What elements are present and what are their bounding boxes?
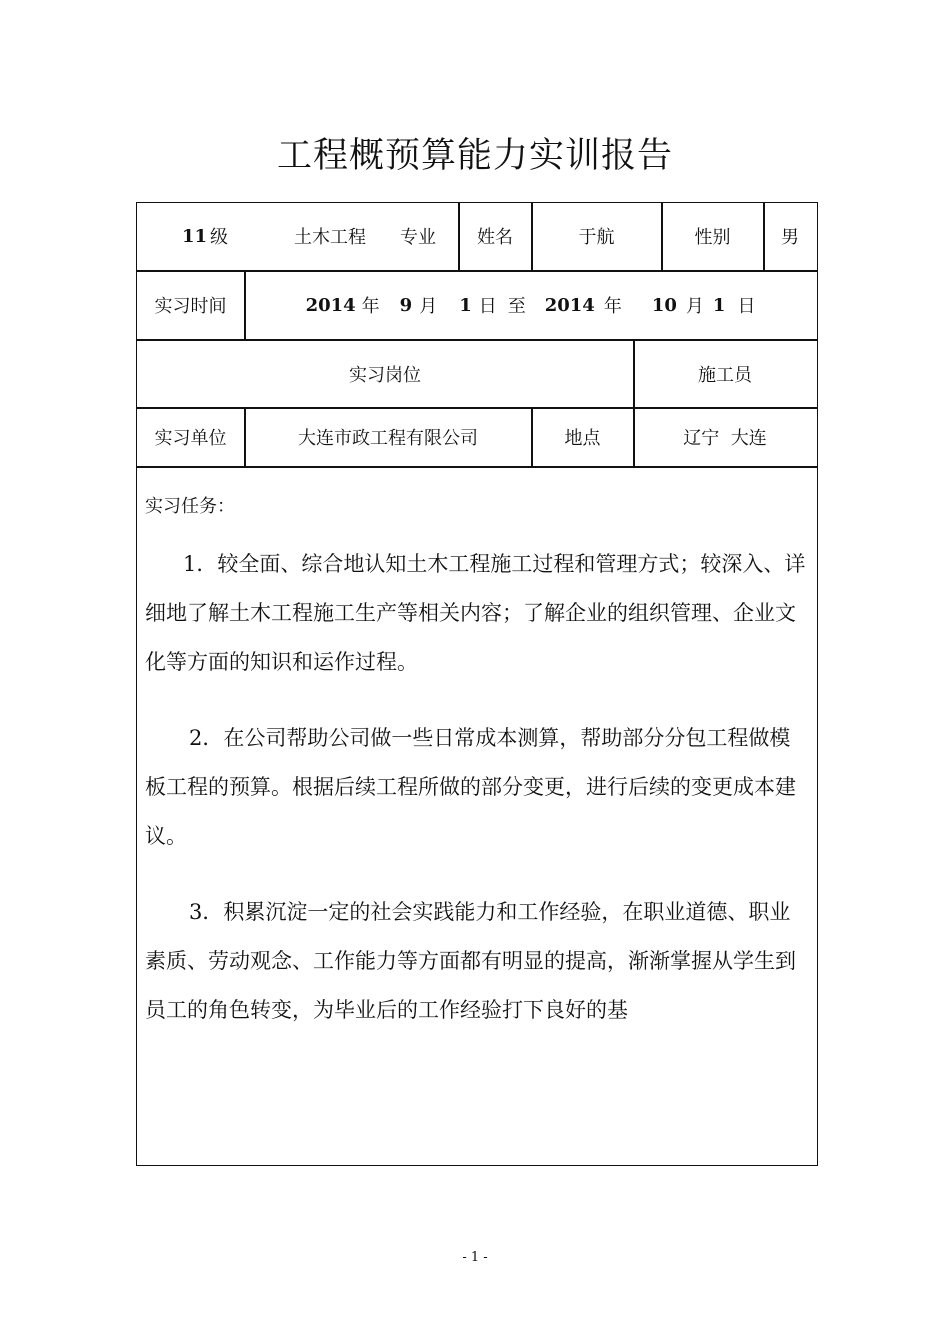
grade-unit: 级 xyxy=(210,227,229,248)
month-char: 月 xyxy=(419,296,438,317)
start-year: 2014 xyxy=(305,294,356,316)
day-char: 日 xyxy=(737,296,756,317)
gender-value: 男 xyxy=(781,227,799,248)
major-label: 专业 xyxy=(400,227,436,248)
period-label: 实习时间 xyxy=(154,296,227,317)
task-item-3: 3．积累沉淀一定的社会实践能力和工作经验，在职业道德、职业素质、劳动观念、工作能力等方面都有明显的提高，渐渐掌握从学生到员工的角色转变，为毕业后的工作经验打下良好的基 xyxy=(145,900,796,1022)
page-number: - 1 - xyxy=(462,1250,488,1265)
month-char: 月 xyxy=(685,296,704,317)
end-day: 1 xyxy=(712,294,726,316)
grade-cell xyxy=(150,202,260,270)
day-char: 日 xyxy=(478,296,497,317)
position-label: 实习岗位 xyxy=(349,364,421,386)
name-value: 于航 xyxy=(578,227,615,248)
grade-number: 11 xyxy=(181,225,208,247)
place-label: 地点 xyxy=(564,428,601,449)
end-month: 10 xyxy=(651,294,677,316)
major-value: 土木工程 xyxy=(294,227,366,248)
period-value xyxy=(245,271,816,339)
name-label: 姓名 xyxy=(477,227,513,248)
row-divider xyxy=(136,466,818,468)
start-day: 1 xyxy=(459,294,472,316)
position-value: 施工员 xyxy=(698,364,752,386)
gender-label: 性别 xyxy=(694,227,731,248)
company-label: 实习单位 xyxy=(154,428,227,449)
start-month: 9 xyxy=(399,294,413,316)
task-item-2: 2．在公司帮助公司做一些日常成本测算，帮助部分分包工程做模板工程的预算。根据后续工程所做的部分变更，进行后续的变更成本建议。 xyxy=(145,726,796,848)
task-item-1: 1．较全面、综合地认知土木工程施工过程和管理方式；较深入、详细地了解土木工程施工生产等相关内容；了解企业的组织管理、企业文化等方面的知识和运作过程。 xyxy=(145,552,806,674)
end-year: 2014 xyxy=(544,294,595,316)
year-char: 年 xyxy=(361,296,380,317)
task-label: 实习任务： xyxy=(145,496,235,517)
to-char: 至 xyxy=(507,296,526,317)
year-char: 年 xyxy=(603,296,622,317)
place-value: 辽宁 大连 xyxy=(683,428,767,449)
company-value: 大连市政工程有限公司 xyxy=(298,428,478,449)
page-title: 工程概预算能力实训报告 xyxy=(276,136,673,176)
